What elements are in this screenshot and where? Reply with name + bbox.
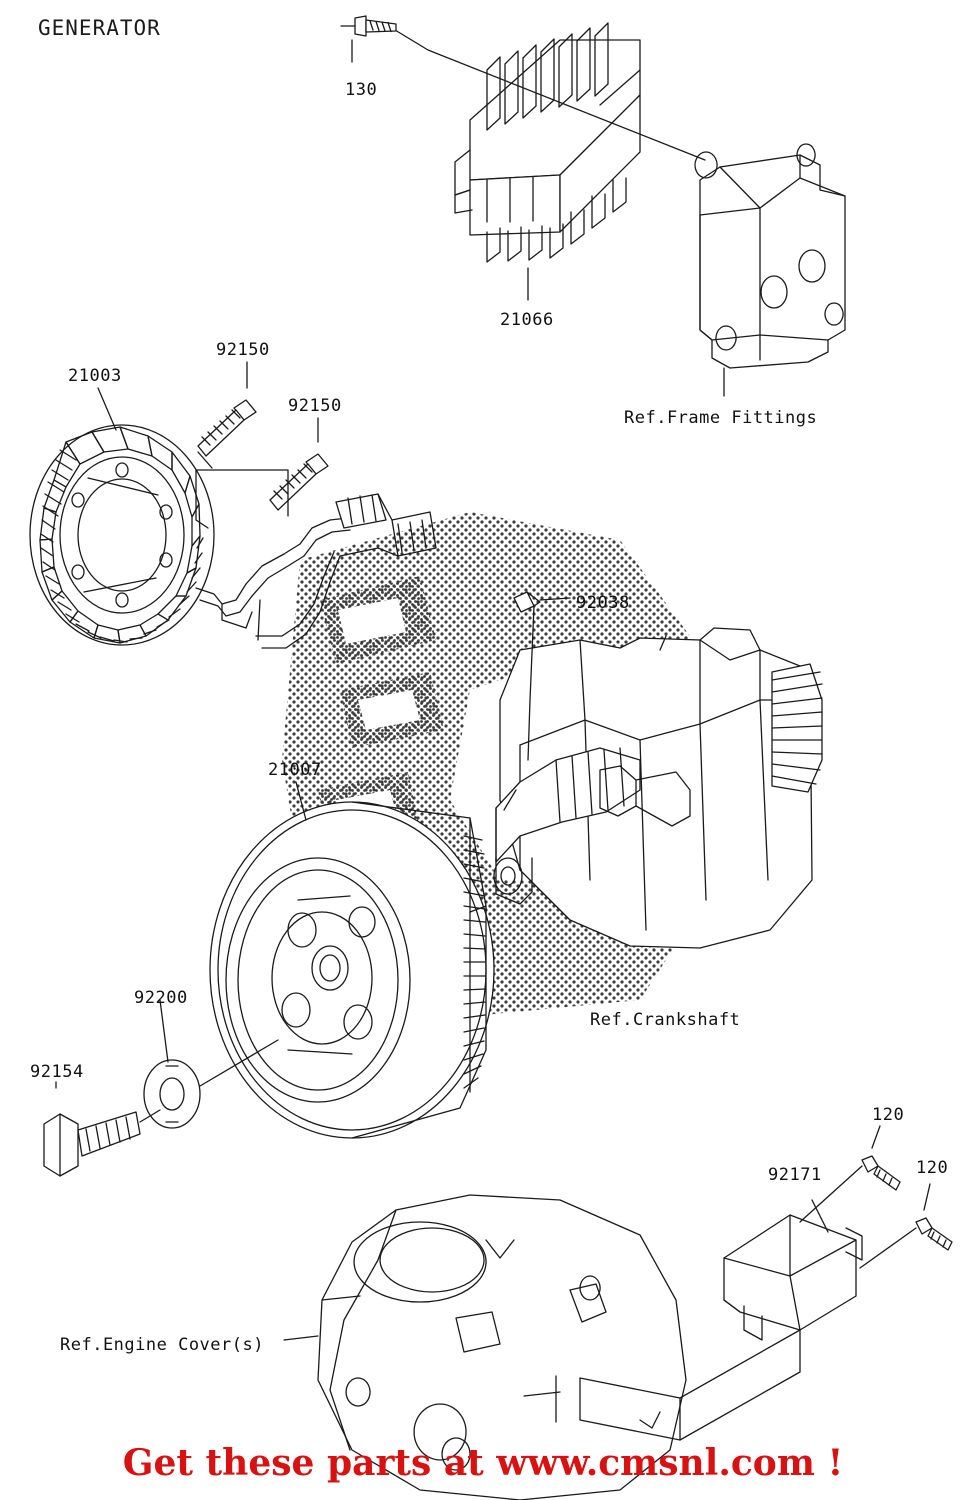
reference-engine-covers: Ref.Engine Cover(s) [60, 1335, 264, 1355]
callout-120-a: 120 [872, 1105, 905, 1125]
bolt-130 [341, 16, 396, 62]
screw-92150-a [198, 362, 256, 468]
rectifier-assembly [395, 23, 705, 300]
callout-92154: 92154 [30, 1062, 84, 1082]
callout-120-b: 120 [916, 1158, 949, 1178]
callout-130: 130 [345, 80, 378, 100]
reference-frame-fittings: Ref.Frame Fittings [624, 408, 818, 428]
callout-92038: 92038 [576, 593, 630, 613]
screw-92150-b [270, 418, 328, 510]
callout-21007: 21007 [268, 760, 322, 780]
callout-21003: 21003 [68, 366, 122, 386]
callout-92150-b: 92150 [288, 396, 342, 416]
callout-21066: 21066 [500, 310, 554, 330]
flange-bolt-92154 [44, 1082, 160, 1176]
stator-assembly [30, 388, 214, 645]
site-watermark: Get these parts at www.cmsnl.com ! [122, 1442, 844, 1484]
callout-92150-a: 92150 [216, 340, 270, 360]
page-title: GENERATOR [38, 16, 161, 40]
callout-92171: 92171 [768, 1165, 822, 1185]
reference-crankshaft: Ref.Crankshaft [590, 1010, 741, 1030]
frame-fitting-bracket [695, 144, 845, 396]
bolt-120-b [860, 1184, 952, 1268]
callout-92200: 92200 [134, 988, 188, 1008]
